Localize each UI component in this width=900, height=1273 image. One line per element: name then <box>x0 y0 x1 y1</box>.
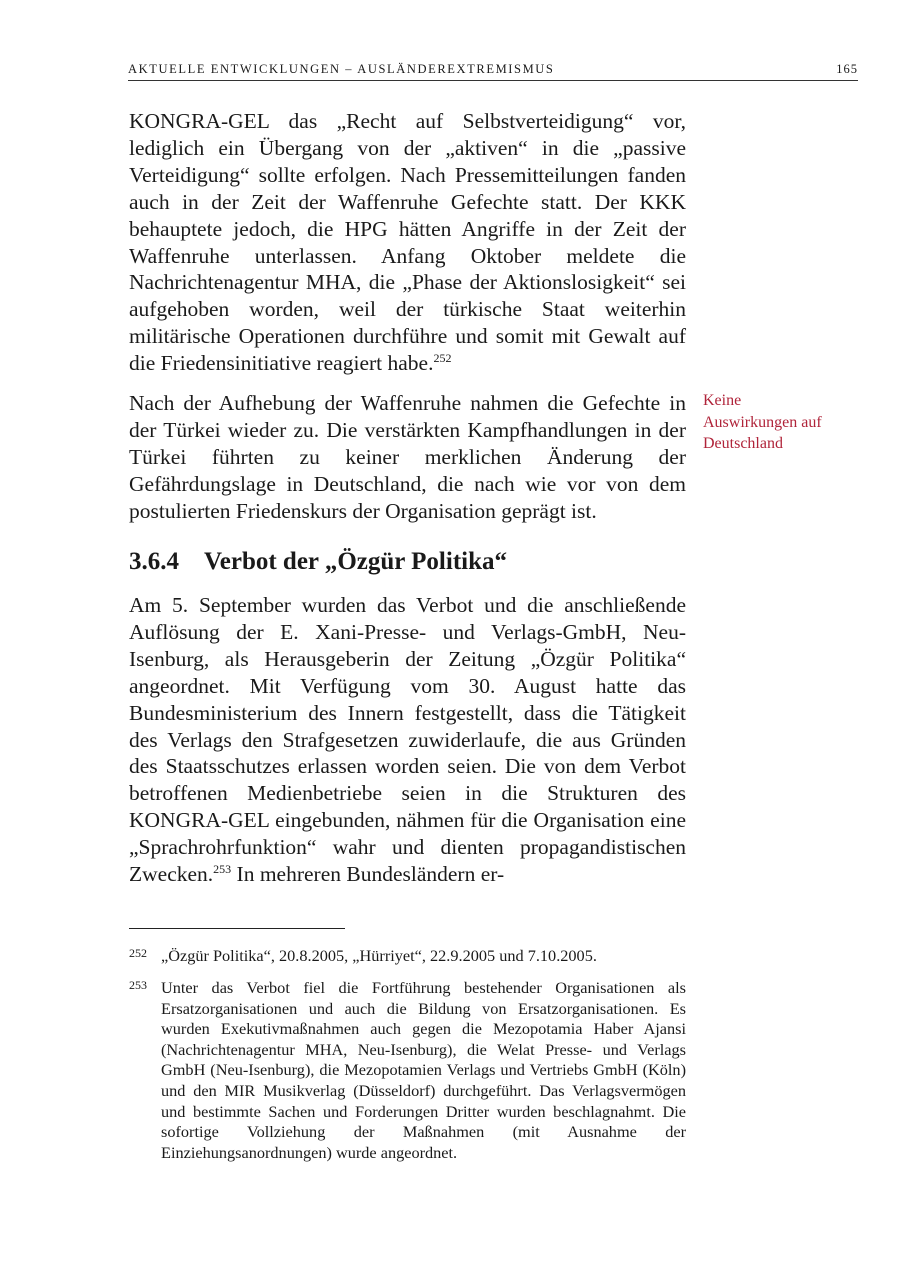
page-number: 165 <box>836 62 858 76</box>
paragraph-3 <box>129 592 686 888</box>
paragraph-1 <box>129 108 686 377</box>
margin-note-line-3: Deutschland <box>703 435 783 452</box>
paragraph-2: Nach der Aufhebung der Waffenruhe nahmen die Gefechte in der Türkei wieder zu. Die verstärkten Kampfhandlungen in der Türkei führten zu keiner merklichen Änderung der Gefährdungslage in Deutschland, die nach wie vor von dem postulierten Friedenskurs der Organisation geprägt ist. <box>129 391 686 523</box>
footnote-ref-253[interactable]: 253 <box>213 861 232 876</box>
footnote-number: 253 <box>129 978 147 992</box>
footnote-ref-252[interactable]: 252 <box>433 351 452 365</box>
paragraph-1-text: KONGRA-GEL das „Recht auf Selbstverteidigung“ vor, lediglich ein Übergang von der „aktiven“ in die „passive Verteidigung“ sollte erfolgen. Nach Pressemitteilungen fanden auch in der Zeit der Waffenruhe Gefechte statt. Der KKK behauptete jedoch, die HPG hätten Angriffe in der Zeit der Waffenruhe unterlassen. Anfang Oktober meldete die Nachrichtenagentur MHA, die „Phase der Aktionslosigkeit“ sei aufgehoben worden, weil der türkische Staat weiterhin militärische Operationen durchführe und somit mit Gewalt auf die Friedensinitiative reagiert habe. <box>129 109 686 376</box>
footnote-253 <box>129 978 686 1163</box>
section-heading <box>129 548 507 576</box>
margin-note <box>703 390 863 455</box>
running-header-title: AKTUELLE ENTWICKLUNGEN – AUSLÄNDEREXTREMISMUS <box>128 62 555 76</box>
footnote-252 <box>129 946 686 967</box>
section-title: Verbot der „Özgür Politika“ <box>204 548 508 575</box>
paragraph-3-text-end: In mehreren Bundesländern er- <box>231 862 505 887</box>
footnote-separator <box>129 928 345 929</box>
running-header <box>128 62 858 81</box>
margin-note-line-1: Keine <box>703 392 742 409</box>
margin-note-line-2: Auswirkungen auf <box>703 413 822 431</box>
footnote-number: 252 <box>129 946 147 960</box>
section-number: 3.6.4 <box>129 548 179 575</box>
paragraph-3-text: Am 5. September wurden das Verbot und die anschließende Auflösung der E. Xani-Presse- und Verlags-GmbH, Neu-Isenburg, als Herausgeberin der Zeitung „Özgür Politika“ angeordnet. Mit Verfügung vom 30. August hatte das Bundesministerium des Innern festgestellt, dass die Tätigkeit des Verlags den Strafgesetzen zuwiderlaufe, die aus Gründen des Staatsschutzes erlassen worden seien. Die von dem Verbot betroffenen Medienbetriebe seien in die Strukturen des KONGRA-GEL eingebunden, nähmen für die Organisation eine „Sprachrohrfunktion“ wahr und dienten propagandistischen Zwecken. <box>129 593 686 887</box>
footnote-text: „Özgür Politika“, 20.8.2005, „Hürriyet“, 22.9.2005 und 7.10.2005. <box>161 946 597 965</box>
footnote-text: Unter das Verbot fiel die Fortführung bestehender Organisationen als Ersatzorganisationen und auch die Bildung von Ersatzorganisationen. Es wurden Exekutivmaßnahmen auch gegen die Mezopotamia Haber Ajansi (Nachrichtenagentur MHA, Neu-Isenburg), die Welat Presse- und Verlags GmbH (Neu-Isenburg), die Mezopotamien Verlags und Vertriebs GmbH (Köln) und den MIR Musikverlag (Düsseldorf) durchgeführt. Das Verlagsvermögen und bestimmte Sachen und Forderungen Dritter wurden beschlagnahmt. Die sofortige Vollziehung der Maßnahmen (mit Ausnahme der Einziehungsanordnungen) wurde angeordnet. <box>161 978 686 1162</box>
